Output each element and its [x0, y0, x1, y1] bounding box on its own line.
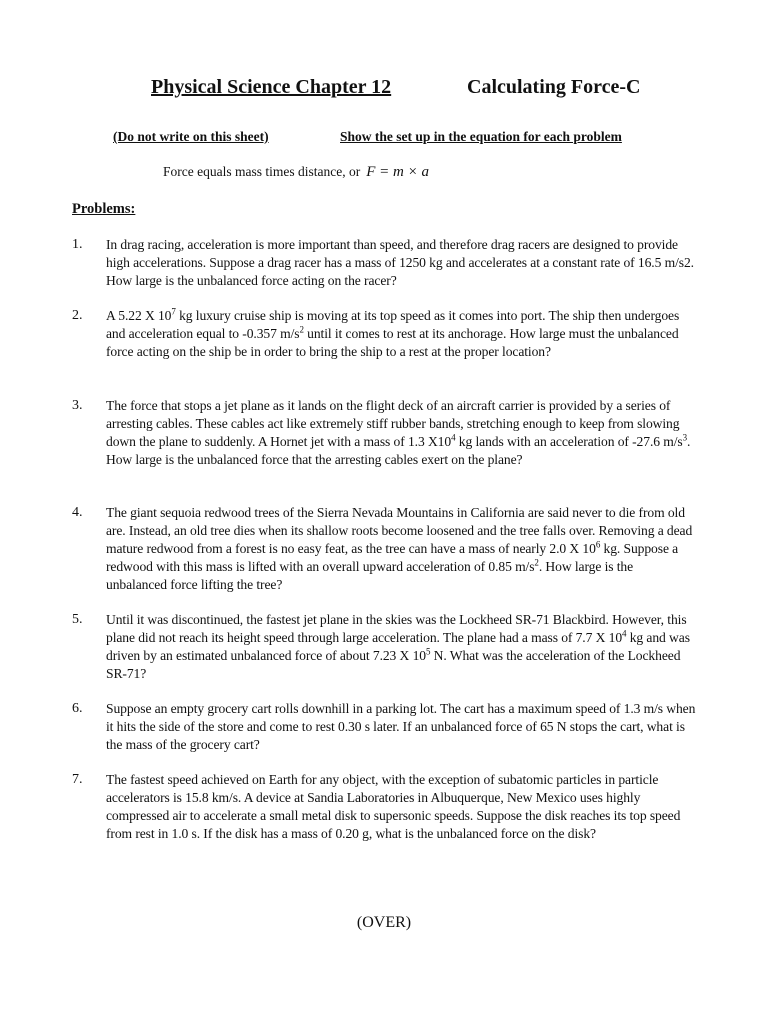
exponent: 4: [451, 432, 456, 443]
problem-text: A 5.22 X $10^7$ kg luxury cruise ship is moving at its top speed as it comes into port. The ship then undergoes and acceleration equal to -0.357 $m/s^2$ until it comes to rest at its anchorage. How large must the unbalanced force acting on the ship be in order to bring the ship to a rest at the proper location?: [106, 306, 680, 359]
worksheet-title: Calculating Force-C: [467, 76, 641, 98]
exponent: 5: [425, 646, 431, 657]
problem-number: 4.: [72, 505, 83, 520]
problem-text: Suppose an empty grocery cart rolls downhill in a parking lot. The cart has a maximum speed of 1.3 m/s when it hits the side of the store and come to rest 0.30 s later. If an unbalanced force of 65 N stops the cart, what is the mass of the grocery cart?: [106, 701, 696, 752]
formula-line: [163, 164, 429, 181]
formula-equation: F = m × a: [366, 164, 429, 180]
problem-text: In drag racing, acceleration is more important than speed, and therefore drag racers are designed to provide high accelerations. Suppose a drag racer has a mass of 1250 kg and accelerates at a constant rate of 16.5 m/s2. How large is the unbalanced force acting on the racer?: [106, 237, 694, 288]
problem-item: [72, 771, 697, 843]
problem-text: Until it was discontinued, the fastest jet plane in the skies was the Lockheed SR-71 Blackbird. However, this plane did not reach its height speed through large acceleration. The plane had a mass of 7.7 X $10^4$ kg and was driven by an estimated unbalanced force of about 7.23 X $10^5$ N. What was the acceleration of the Lockheed SR-71?: [106, 612, 690, 681]
problem-number: 7.: [72, 772, 83, 787]
problem-number: 5.: [72, 612, 83, 627]
problems-heading: Problems:: [72, 201, 136, 217]
exponent: 2: [299, 324, 304, 335]
problem-item: [72, 504, 697, 594]
page-title: Physical Science Chapter 12: [151, 76, 392, 98]
exponent: 6: [595, 539, 601, 550]
problem-number: 3.: [72, 398, 83, 413]
exponent: 3: [682, 432, 687, 443]
problem-item: [72, 307, 697, 361]
problem-text: The giant sequoia redwood trees of the Sierra Nevada Mountains in California are said never to die from old are. Instead, an old tree dies when its shallow roots become loosened and the tree falls over. Removing a dead mature redwood from a forest is no easy feat, as the tree can have a mass of nearly 2.0 X $10^6$ kg. Suppose a redwood with this mass is lifted with an overall upward acceleration of 0.85 $m/s^2$. How large is the unbalanced force lifting the tree?: [106, 505, 693, 592]
problem-number: 1.: [72, 237, 83, 252]
problem-text: The force that stops a jet plane as it lands on the flight deck of an aircraft carrier is provided by a series of arresting cables. These cables act like extremely stiff rubber bands, stretching enough to keep from slowing down the plane to suddenly. A Hornet jet with a mass of 1.3 $X10^4$ kg lands with an acceleration of -27.6 $m/s^3$. How large is the unbalanced force that the arresting cables exert on the plane?: [106, 398, 691, 467]
problem-item: [72, 236, 697, 290]
problem-text: The fastest speed achieved on Earth for any object, with the exception of subatomic particles in particle accelerators is 15.8 km/s. A device at Sandia Laboratories in Albuquerque, New Mexico uses highly compressed air to accelerate a small metal disk to supersonic speeds. Suppose the disk reaches its top speed from rest in 1.0 s. If the disk has a mass of 0.20 g, what is the unbalanced force on the disk?: [106, 772, 681, 841]
exponent: 4: [622, 628, 627, 639]
problem-item: [72, 700, 697, 754]
exponent: 7: [171, 306, 176, 317]
problem-number: 2.: [72, 308, 83, 323]
over-footer: (OVER): [356, 914, 412, 931]
problem-item: [72, 397, 697, 469]
formula-text: Force equals mass times distance, or: [163, 164, 361, 179]
problem-number: 6.: [72, 701, 83, 716]
problem-item: [72, 611, 697, 683]
instruction-right: Show the set up in the equation for each problem: [340, 129, 622, 144]
instruction-left: (Do not write on this sheet): [113, 129, 269, 144]
exponent: 2: [534, 557, 539, 568]
